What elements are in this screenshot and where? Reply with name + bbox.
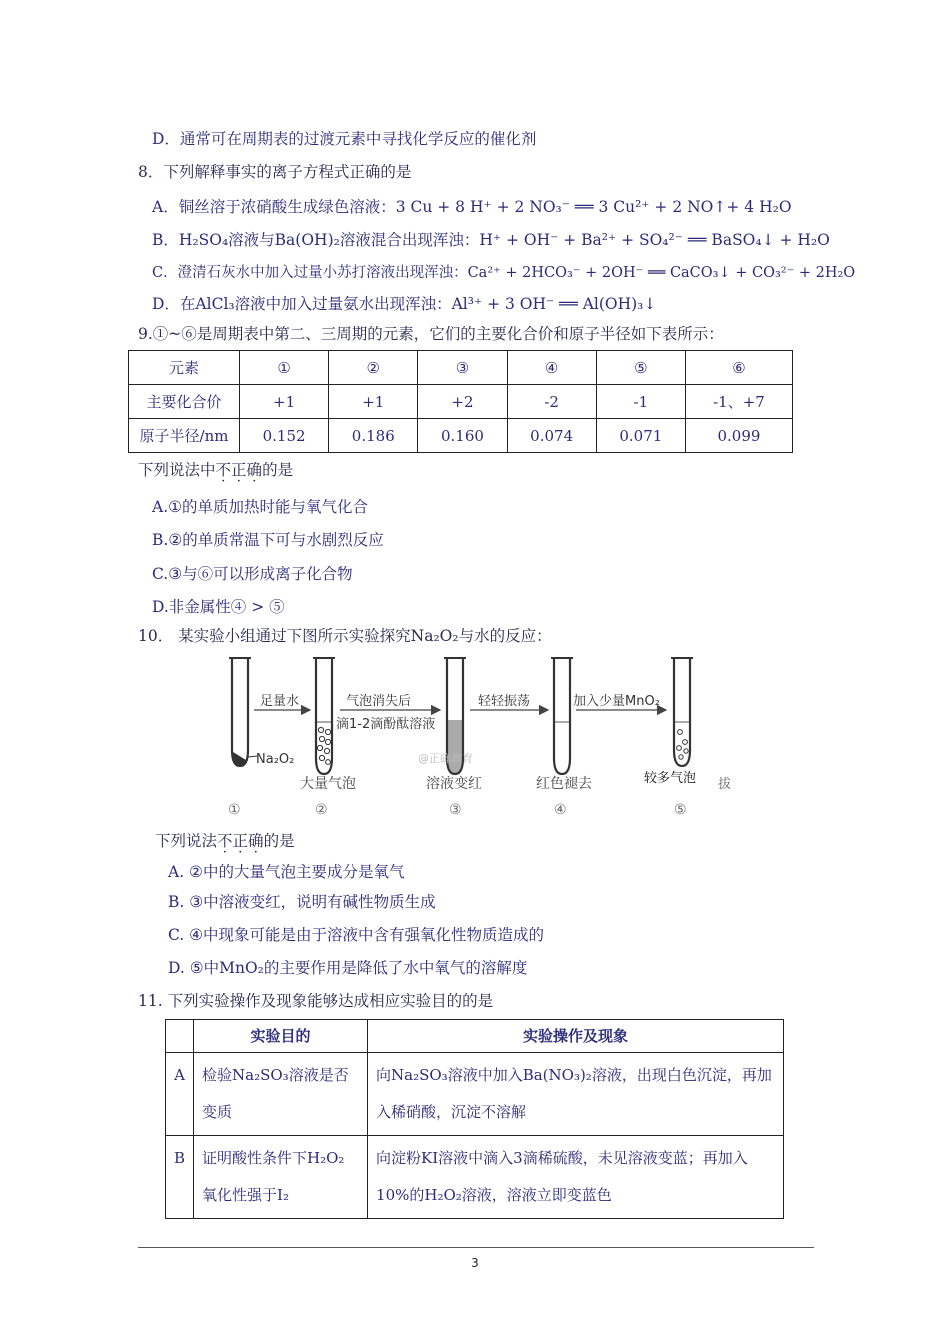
table-cell: 0.160	[418, 419, 507, 453]
q10-stem: 10． 某实验小组通过下图所示实验探究Na₂O₂与水的反应：	[138, 627, 552, 645]
q9-option-b: B.②的单质常温下可与水剧烈反应	[152, 531, 384, 549]
table-cell: 0.099	[685, 419, 792, 453]
q8-option-d: D．在AlCl₃溶液中加入过量氨水出现浑浊：Al³⁺ + 3 OH⁻ ══ Al(OH)₃↓	[152, 295, 657, 313]
table-cell: -1、+7	[685, 385, 792, 419]
table-cell-letter: A	[166, 1053, 194, 1136]
emphasis-char: 不	[215, 461, 232, 479]
caption-4: 红色褪去	[536, 776, 592, 792]
q9-prompt	[138, 458, 293, 480]
table-cell: 元素	[129, 351, 240, 385]
table-row	[129, 351, 793, 385]
q8-option-a: A．铜丝溶于浓硝酸生成绿色溶液：3 Cu + 8 H⁺ + 2 NO₃⁻ ══ 3 Cu²⁺ + 2 NO↑+ 4 H₂O	[152, 198, 792, 216]
table-cell-goal: 证明酸性条件下H₂O₂氧化性强于I₂	[194, 1136, 368, 1219]
q8-stem: 8．下列解释事实的离子方程式正确的是	[138, 163, 412, 181]
q10-prompt	[155, 829, 295, 851]
q10-option-a: A. ②中的大量气泡主要成分是氧气	[168, 863, 405, 881]
table-header-cell: 实验操作及现象	[368, 1020, 784, 1053]
q9-stem: 9.①~⑥是周期表中第二、三周期的元素，它们的主要化合价和原子半径如下表所示：	[138, 325, 724, 343]
table-cell-letter: B	[166, 1136, 194, 1219]
table-cell-operation: 向淀粉KI溶液中滴入3滴稀硫酸，未见溶液变蓝；再加入10%的H₂O₂溶液，溶液立即变蓝色	[368, 1136, 784, 1219]
q7-option-d: D．通常可在周期表的过渡元素中寻找化学反应的催化剂	[152, 130, 537, 148]
emphasis-char: 不	[217, 832, 233, 850]
table-row	[166, 1136, 784, 1219]
caption-2: 大量气泡	[300, 776, 356, 792]
table-cell: -1	[596, 385, 685, 419]
table-cell: 0.152	[240, 419, 329, 453]
arrow-2-label-top: 气泡消失后	[346, 694, 412, 709]
tube-number-1: ①	[228, 802, 241, 818]
emphasis-char: 确	[246, 461, 263, 479]
q10-experiment-figure	[218, 650, 738, 820]
table-cell-operation: 向Na₂SO₃溶液中加入Ba(NO₃)₂溶液，出现白色沉淀，再加入稀硝酸，沉淀不溶解	[368, 1053, 784, 1136]
table-header-row	[166, 1020, 784, 1053]
arrow-3-label: 轻轻振荡	[478, 694, 531, 709]
table-cell: 主要化合价	[129, 385, 240, 419]
table-header-cell	[166, 1020, 194, 1053]
test-tube-5	[671, 658, 693, 766]
page-number: 3	[471, 1256, 479, 1270]
test-tube-4	[551, 658, 573, 774]
table-cell: 原子半径/nm	[129, 419, 240, 453]
table-cell: 0.186	[329, 419, 418, 453]
table-cell: +1	[240, 385, 329, 419]
table-row	[129, 419, 793, 453]
q9-option-c: C.③与⑥可以形成离子化合物	[152, 565, 353, 583]
table-cell: ②	[329, 351, 418, 385]
na2o2-label: Na₂O₂	[256, 752, 295, 767]
table-cell: ⑥	[685, 351, 792, 385]
tube-number-3: ③	[449, 802, 462, 818]
footer-divider	[138, 1247, 814, 1248]
q9-prompt-text: 下列说法中	[138, 461, 216, 479]
table-cell: ⑤	[596, 351, 685, 385]
table-row	[166, 1053, 784, 1136]
table-cell-goal: 检验Na₂SO₃溶液是否变质	[194, 1053, 368, 1136]
table-cell: +2	[418, 385, 507, 419]
tube-number-2: ②	[315, 802, 328, 818]
q9-table	[128, 350, 793, 453]
q9-option-a: A.①的单质加热时能与氧气化合	[152, 498, 369, 516]
emphasis-char: 确	[248, 832, 264, 850]
test-tube-1	[229, 658, 258, 766]
tube-number-5: ⑤	[674, 802, 687, 818]
q10-prompt-text: 下列说法	[155, 832, 218, 850]
table-header-cell: 实验目的	[194, 1020, 368, 1053]
table-cell: ③	[418, 351, 507, 385]
test-tube-2	[313, 658, 335, 774]
table-row	[129, 385, 793, 419]
emphasis-char: 正	[232, 832, 249, 850]
emphasis-char: 正	[231, 461, 247, 479]
arrow-4-label: 加入少量MnO₂	[573, 694, 660, 709]
q8-option-b: B．H₂SO₄溶液与Ba(OH)₂溶液混合出现浑浊：H⁺ + OH⁻ + Ba²⁺ + SO₄²⁻ ══ BaSO₄↓ + H₂O	[152, 231, 830, 249]
stray-char: 拔	[718, 777, 732, 792]
table-cell: ④	[507, 351, 596, 385]
table-cell: 0.071	[596, 419, 685, 453]
q11-stem: 11. 下列实验操作及现象能够达成相应实验目的的是	[138, 992, 494, 1010]
q8-option-c: C．澄清石灰水中加入过量小苏打溶液出现浑浊：Ca²⁺ + 2HCO₃⁻ + 2OH⁻ ══ CaCO₃↓ + CO₃²⁻ + 2H₂O	[152, 265, 856, 281]
q9-option-d: D.非金属性④ > ⑤	[152, 598, 285, 616]
q10-prompt-text: 的是	[263, 832, 295, 850]
q10-option-c: C. ④中现象可能是由于溶液中含有强氧化性物质造成的	[168, 926, 545, 944]
table-cell: ①	[240, 351, 329, 385]
arrow-1-label: 足量水	[260, 694, 300, 709]
table-cell: +1	[329, 385, 418, 419]
q11-table	[165, 1019, 784, 1219]
q9-prompt-text: 的是	[262, 461, 294, 479]
table-cell: -2	[507, 385, 596, 419]
table-cell: 0.074	[507, 419, 596, 453]
q10-option-d: D. ⑤中MnO₂的主要作用是降低了水中氧气的溶解度	[168, 959, 528, 977]
q10-option-b: B. ③中溶液变红，说明有碱性物质生成	[168, 893, 436, 911]
tube-number-4: ④	[554, 802, 567, 818]
watermark: @正确教育	[418, 752, 473, 765]
arrow-2-label-bottom: 滴1-2滴酚酞溶液	[336, 717, 436, 732]
caption-3: 溶液变红	[426, 776, 482, 792]
caption-5: 较多气泡	[644, 771, 697, 786]
